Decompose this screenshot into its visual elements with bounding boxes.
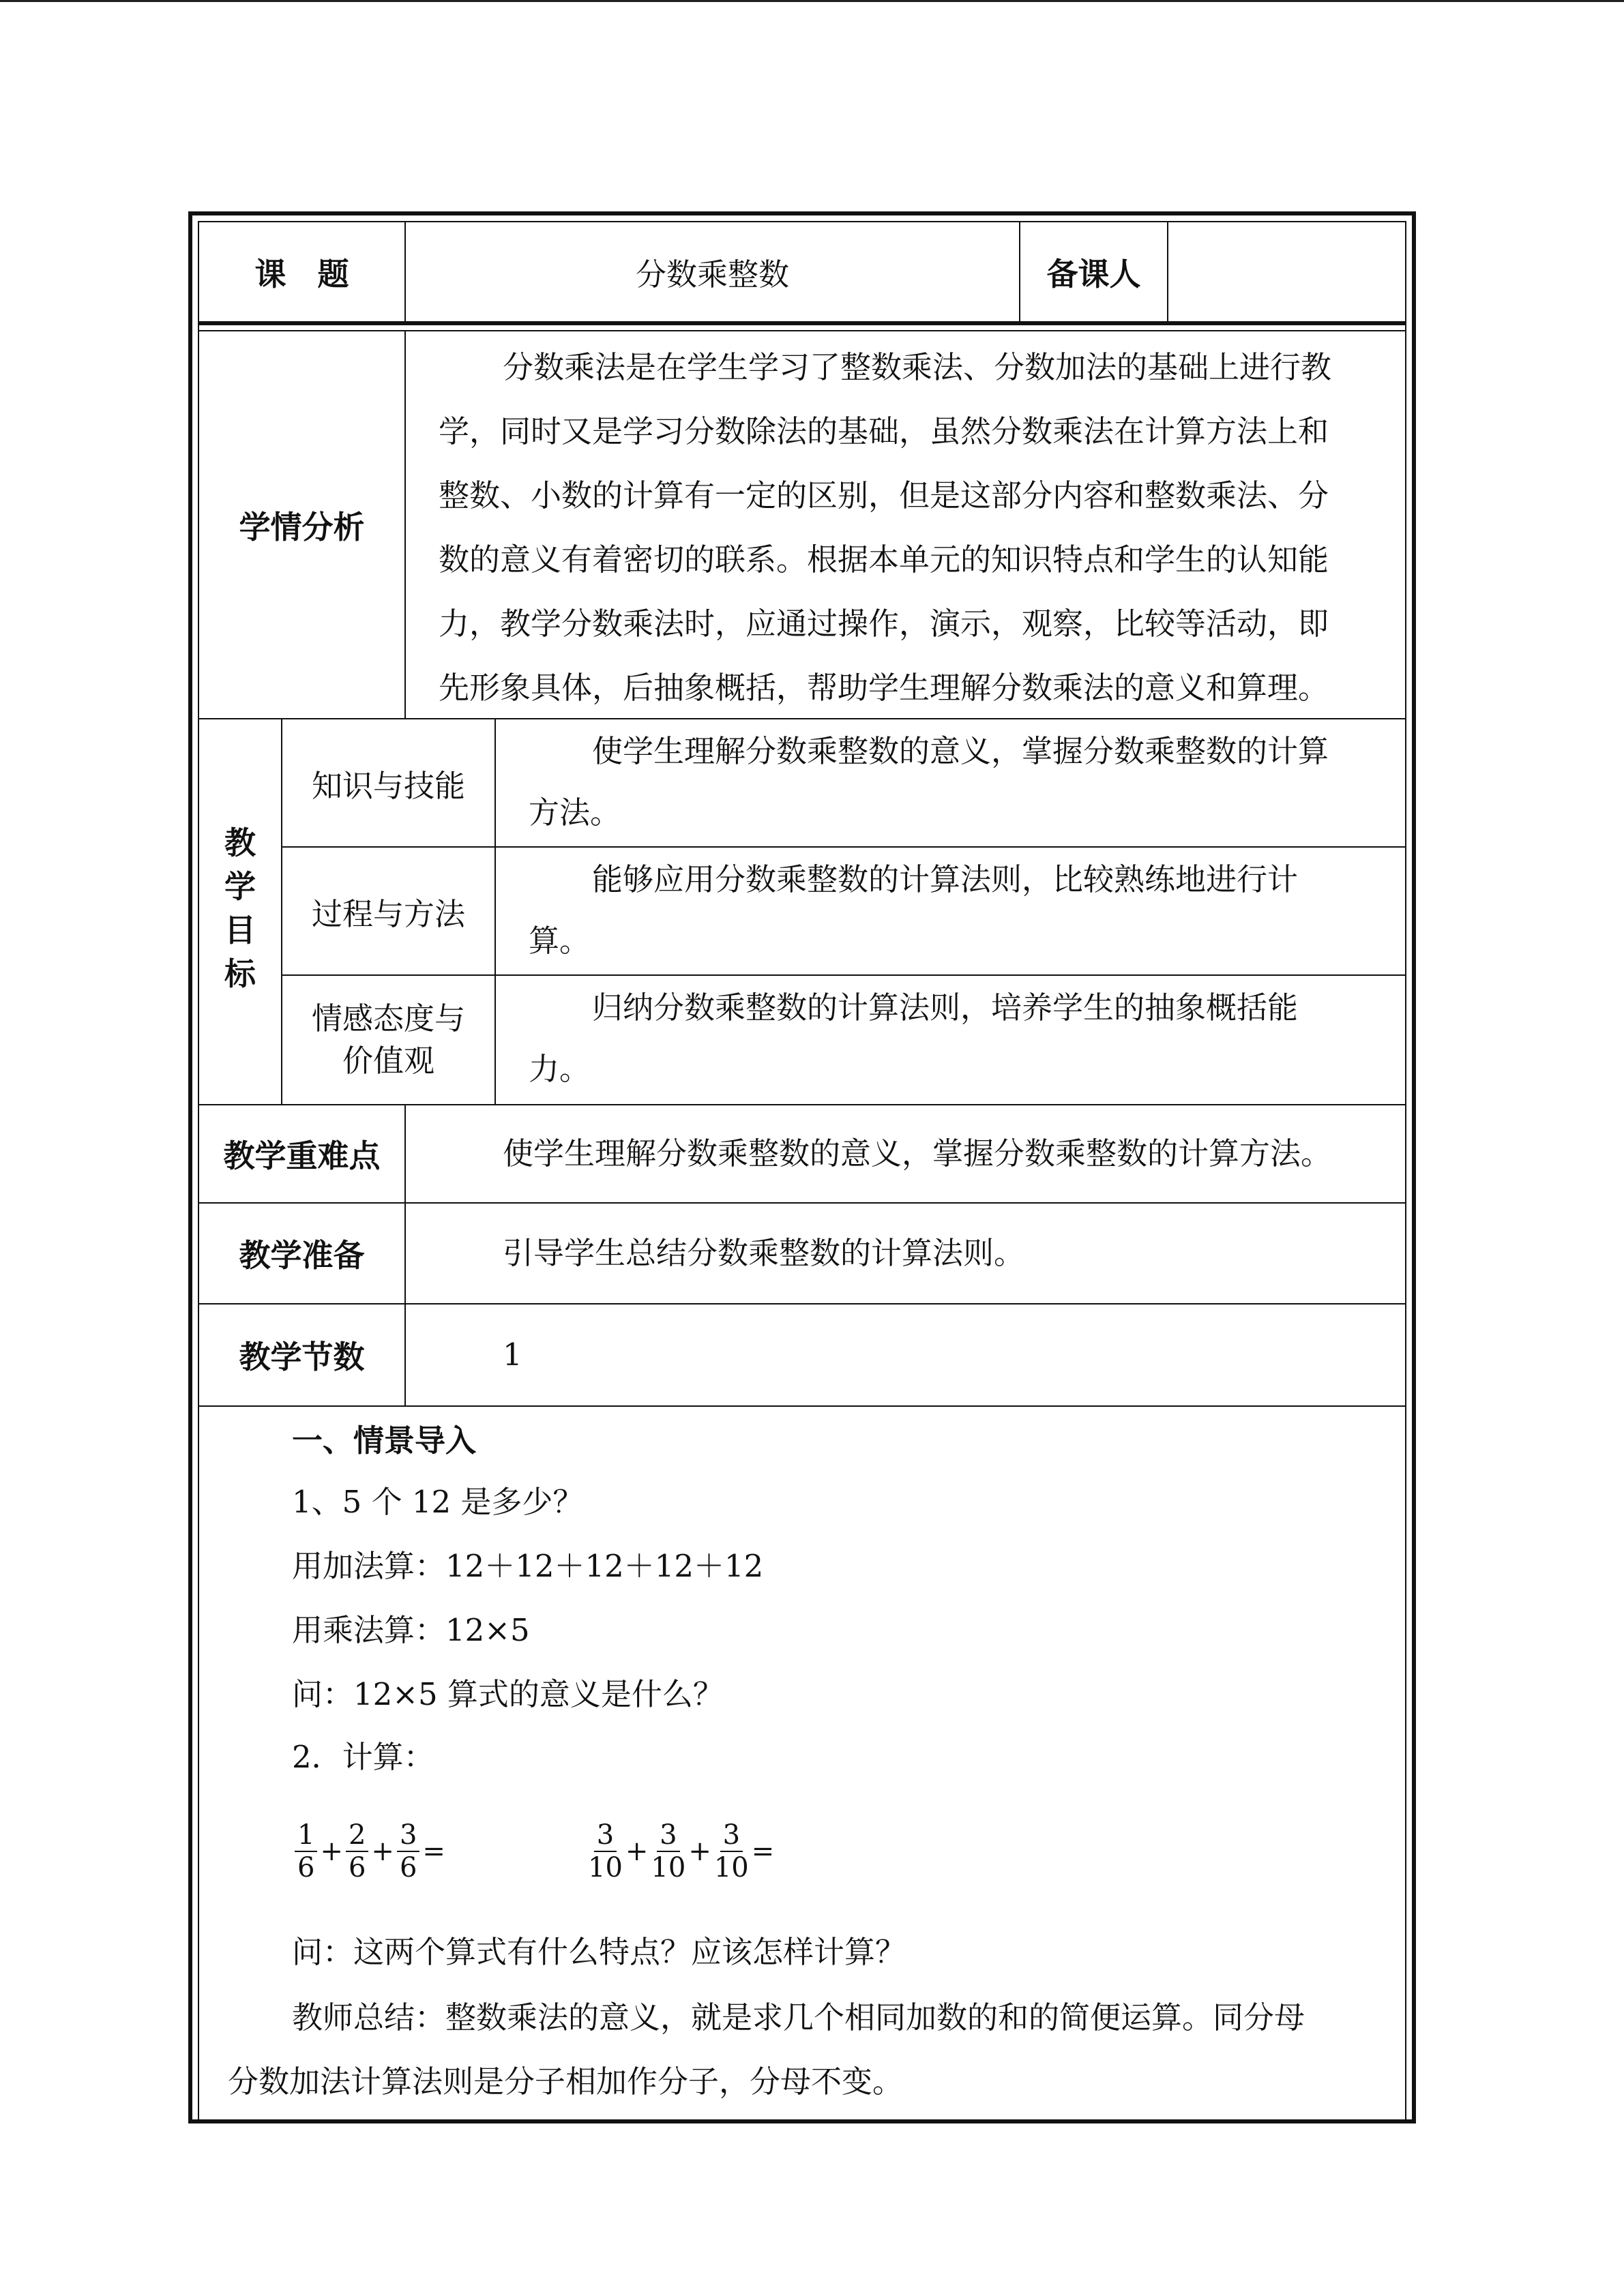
analysis-line: 学，同时又是学习分数除法的基础，虽然分数乘法在计算方法上和 [439,413,1329,449]
analysis-line: 力，教学分数乘法时，应通过操作，演示，观察，比较等活动，即 [439,606,1329,642]
process-question: 问：这两个算式有什么特点？应该怎样计算？ [292,1934,906,1970]
numerator: 1 [295,1819,317,1852]
fraction [588,1819,623,1883]
goal-knowledge-line: 使学生理解分数乘整数的意义，掌握分数乘整数的计算 [592,733,1329,769]
preparation-label: 教学准备 [239,1237,365,1274]
goals-label-char: 目 [224,912,256,949]
denominator: 6 [297,1852,315,1883]
fraction [714,1819,749,1883]
goal-emotion-line: 力。 [529,1051,591,1087]
goal-emotion-label [282,976,494,1104]
keypoints-label: 教学重难点 [223,1137,381,1174]
goals-label-char: 学 [224,868,256,905]
summary-line: 分数加法计算法则是分子相加作分子，分母不变。 [228,2063,904,2100]
numerator: 3 [594,1819,617,1852]
process-line: 用加法算：12＋12＋12＋12＋12 [292,1548,764,1584]
equals-sign: = [751,1836,775,1867]
section-title: 一、情景导入 [292,1422,477,1459]
fraction [346,1819,368,1883]
goal-process-label: 过程与方法 [311,895,465,932]
plus-sign: + [625,1836,649,1867]
periods-label: 教学节数 [239,1339,365,1375]
numerator: 3 [720,1819,743,1852]
plus-sign: + [320,1836,343,1867]
process-line: 2．计算： [292,1739,434,1775]
denominator: 6 [348,1852,366,1883]
preparer-value [1168,222,1405,321]
denominator: 10 [713,1852,749,1883]
analysis-line: 分数乘法是在学生学习了整数乘法、分数加法的基础上进行教 [503,349,1332,385]
rule-after-periods [198,1405,1406,1407]
analysis-line: 先形象具体，后抽象概括，帮助学生理解分数乘法的意义和算理。 [439,670,1329,706]
fraction-expression-2 [587,1819,776,1883]
preparer-label: 备课人 [1046,255,1141,293]
numerator: 2 [346,1819,368,1852]
analysis-label: 学情分析 [239,509,365,546]
process-line: 用乘法算：12×5 [292,1612,530,1648]
plus-sign: + [688,1836,711,1867]
plus-sign: + [371,1836,394,1867]
fraction [295,1819,317,1883]
preparation-value: 引导学生总结分数乘整数的计算法则。 [503,1235,1025,1271]
goals-label-char: 教 [224,824,256,861]
denominator: 6 [399,1852,417,1883]
periods-value: 1 [503,1337,522,1373]
vrule-goals-inner [494,719,496,1105]
analysis-line: 整数、小数的计算有一定的区别，但是这部分内容和整数乘法、分 [439,477,1329,513]
goal-emotion-label-line: 情感态度与 [311,1000,465,1037]
goal-emotion-line: 归纳分数乘整数的计算法则，培养学生的抽象概括能 [592,989,1299,1026]
fraction [651,1819,685,1883]
fraction [397,1819,419,1883]
fraction-expression-1 [293,1819,447,1883]
goals-label-char: 标 [224,955,256,992]
vrule-lower [404,1105,406,1406]
topic-label: 课 题 [254,255,349,293]
goals-label [199,821,281,996]
topic-value: 分数乘整数 [635,256,789,293]
summary-line: 教师总结：整数乘法的意义，就是求几个相同加数的和的简便运算。同分母 [292,1999,1305,2036]
process-line: 1、5 个 12 是多少？ [292,1484,584,1520]
rule-after-header [198,321,1406,325]
vrule-analysis [404,331,406,719]
goal-knowledge-line: 方法。 [529,794,621,831]
analysis-line: 数的意义有着密切的联系。根据本单元的知识特点和学生的认知能 [439,541,1329,578]
goal-emotion-label-line: 价值观 [342,1043,434,1079]
equals-sign: = [422,1836,445,1867]
numerator: 3 [657,1819,679,1852]
goal-knowledge-label: 知识与技能 [311,767,465,804]
goal-process-line: 能够应用分数乘整数的计算法则，比较熟练地进行计 [592,861,1299,897]
denominator: 10 [651,1852,686,1883]
process-line: 问：12×5 算式的意义是什么？ [292,1676,724,1712]
numerator: 3 [397,1819,419,1852]
keypoints-value: 使学生理解分数乘整数的意义，掌握分数乘整数的计算方法。 [503,1135,1332,1172]
goal-process-line: 算。 [529,923,591,959]
page-top-edge [0,0,1624,2]
denominator: 10 [588,1852,623,1883]
